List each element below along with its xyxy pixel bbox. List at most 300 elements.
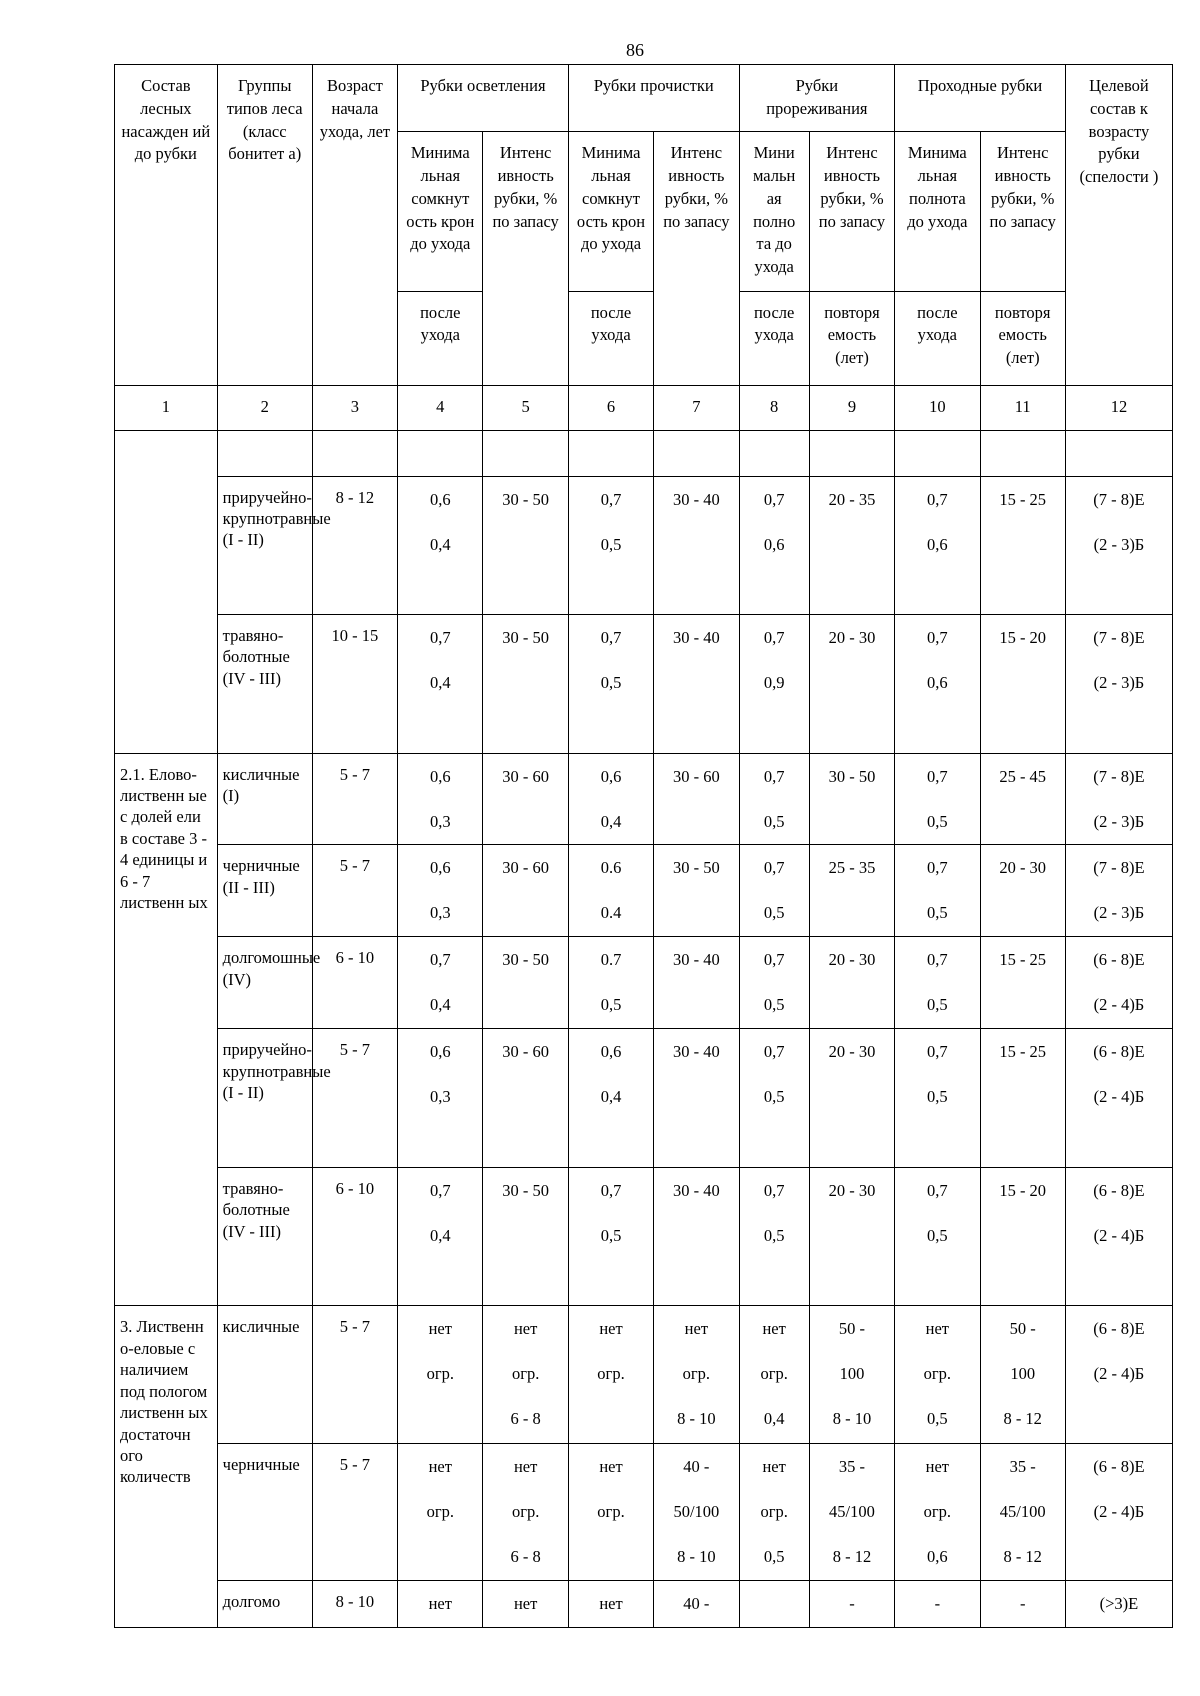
target-composition-cell (1065, 1443, 1172, 1580)
group-label-3: 3. Лиственн о-еловые с наличием под пологом лиственн ых достаточн ого количеств (115, 1306, 218, 1628)
pro-intensity-cell (654, 753, 739, 845)
pro-intensity-cell (654, 615, 739, 753)
cell-value: 0,7 (927, 1042, 948, 1062)
cell-value: 0,7 (600, 1180, 622, 1200)
prh-min-density-cell (895, 1581, 980, 1628)
header-prh-intensity: Интенс ивность рубки, % по запасу (980, 132, 1065, 291)
cell-value: (7 - 8)Е (1093, 766, 1145, 786)
header-pro-after: после ухода (568, 291, 653, 385)
forest-type-cell: черничные (II - III) (217, 845, 312, 937)
pro-intensity-cell (654, 1306, 739, 1443)
header-prh-min-density: Минима льная полнота до ухода (895, 132, 980, 291)
cell-value: 50 - (1009, 1319, 1036, 1339)
cell-value: (7 - 8)Е (1093, 489, 1145, 509)
osv-intensity-cell (483, 476, 568, 614)
column-number: 10 (895, 385, 980, 430)
pro-min-density-cell (568, 1443, 653, 1580)
cell-value: 0,7 (763, 628, 785, 648)
prh-min-density-cell (895, 845, 980, 937)
cell-value: 8 - 12 (1003, 1546, 1042, 1566)
cell-value: 0,6 (429, 766, 451, 786)
table-row (115, 845, 1173, 937)
cell-value: 0,7 (600, 628, 622, 648)
target-composition-cell (1065, 1581, 1172, 1628)
prh-repeat-cell (980, 1306, 1065, 1443)
pro-min-density-cell (568, 845, 653, 937)
cell-value: 0,7 (600, 489, 622, 509)
prr-min-density-cell (739, 753, 809, 845)
start-age-cell: 5 - 7 (312, 753, 397, 845)
cell-value: огр. (682, 1364, 711, 1384)
cell-value: 0,5 (763, 1225, 785, 1245)
prr-min-density-cell (739, 1029, 809, 1167)
cell-value: (6 - 8)Е (1093, 950, 1145, 970)
column-number: 11 (980, 385, 1065, 430)
osv-intensity-cell (483, 845, 568, 937)
cell-value: огр. (597, 1364, 625, 1384)
prr-repeat-cell (809, 476, 894, 614)
cell-value: нет (684, 1319, 709, 1339)
cell-value: 0,4 (429, 673, 451, 693)
forest-type-cell: травяно-болотные (IV - III) (217, 615, 312, 753)
prr-min-density-cell (739, 615, 809, 753)
cell-value: 0,5 (927, 1087, 948, 1107)
cell-value: - (934, 1594, 941, 1614)
prh-min-density-cell (895, 1167, 980, 1305)
cell-value: 0,7 (763, 950, 785, 970)
prh-repeat-cell (980, 1443, 1065, 1580)
cell-value: 0,5 (927, 995, 948, 1015)
cell-value: (6 - 8)Е (1093, 1042, 1145, 1062)
pro-min-density-cell (568, 1581, 653, 1628)
cell-value: 0,6 (927, 673, 948, 693)
cell-value: 0,6 (429, 858, 451, 878)
prr-min-density-cell (739, 845, 809, 937)
column-number: 7 (654, 385, 739, 430)
cell-value: 0,7 (763, 489, 785, 509)
header-osvetlenie: Рубки осветления (398, 65, 569, 132)
cell-value: 8 - 10 (832, 1409, 872, 1429)
cell-value: 15 - 25 (999, 1042, 1047, 1062)
cell-value: 20 - 30 (828, 1042, 876, 1062)
cell-value: нет (428, 1594, 452, 1614)
header-pro-intensity: Интенс ивность рубки, % по запасу (654, 132, 739, 385)
cell-value: 0,5 (763, 995, 785, 1015)
cell-value: 30 - 50 (828, 766, 876, 786)
table-row (115, 476, 1173, 614)
forest-type-cell: долгомо (217, 1581, 312, 1628)
header-prh-repeat: повторя емость (лет) (980, 291, 1065, 385)
cell-value: 30 - 60 (672, 766, 720, 786)
cell-value: 0,9 (763, 673, 785, 693)
cell-value: 30 - 40 (672, 1042, 720, 1062)
cell-value: 45/100 (999, 1501, 1046, 1521)
osv-min-density-cell (398, 1306, 483, 1443)
header-composition: Состав лесных насажден ий до рубки (115, 65, 218, 386)
cell-value: нет (599, 1456, 623, 1476)
pro-intensity-cell (654, 845, 739, 937)
cell-value: 0,4 (429, 534, 451, 554)
cell-value: (7 - 8)Е (1093, 858, 1145, 878)
cell-value: 30 - 50 (502, 489, 550, 509)
prh-repeat-cell (980, 615, 1065, 753)
cell-value: нет (925, 1456, 950, 1476)
cell-value: 40 - (683, 1594, 710, 1614)
prh-repeat-cell (980, 753, 1065, 845)
prr-repeat-cell (809, 1306, 894, 1443)
header-prr-repeat: повторя емость (лет) (809, 291, 894, 385)
cell-value: (2 - 3)Б (1093, 811, 1145, 831)
prr-min-density-cell (739, 1443, 809, 1580)
column-number: 8 (739, 385, 809, 430)
cell-value: огр. (511, 1501, 540, 1521)
header-osv-intensity: Интенс ивность рубки, % по запасу (483, 132, 568, 385)
prh-repeat-cell (980, 1581, 1065, 1628)
cell-value: нет (513, 1594, 538, 1614)
cell-value: 30 - 40 (672, 489, 720, 509)
cell-value: 0,3 (429, 811, 451, 831)
cell-value: 0.4 (600, 903, 622, 923)
prr-min-density-cell (739, 476, 809, 614)
pro-intensity-cell (654, 1029, 739, 1167)
cell-value: 0,6 (927, 1546, 948, 1566)
cell-value: 20 - 30 (828, 950, 876, 970)
osv-min-density-cell (398, 1581, 483, 1628)
cell-value: 20 - 30 (828, 628, 876, 648)
prr-min-density-cell (739, 1306, 809, 1443)
prh-min-density-cell (895, 753, 980, 845)
cell-value: 0,3 (429, 1087, 451, 1107)
cell-value: 30 - 60 (502, 766, 550, 786)
cell-value: 0,6 (927, 534, 948, 554)
cell-value: нет (599, 1594, 623, 1614)
column-number: 12 (1065, 385, 1172, 430)
prr-repeat-cell (809, 615, 894, 753)
pro-intensity-cell (654, 937, 739, 1029)
cell-value: 0,5 (600, 995, 622, 1015)
cell-value: 0,5 (600, 673, 622, 693)
cell-value: (2 - 4)Б (1093, 1225, 1145, 1245)
start-age-cell: 5 - 7 (312, 1029, 397, 1167)
page-number: 86 (626, 40, 644, 60)
cell-value: (2 - 3)Б (1093, 673, 1145, 693)
start-age-cell: 10 - 15 (312, 615, 397, 753)
pro-min-density-cell (568, 1029, 653, 1167)
cell-value: 6 - 8 (510, 1409, 541, 1429)
cell-value: 30 - 50 (502, 628, 550, 648)
cell-value: нет (428, 1319, 452, 1339)
pro-intensity-cell (654, 1581, 739, 1628)
prr-min-density-cell (739, 1581, 809, 1628)
cell-value: 0,4 (763, 1409, 785, 1429)
target-composition-cell (1065, 476, 1172, 614)
osv-min-density-cell (398, 845, 483, 937)
prh-min-density-cell (895, 1029, 980, 1167)
prr-repeat-cell (809, 937, 894, 1029)
cell-value: нет (925, 1319, 950, 1339)
empty-cell (1065, 431, 1172, 476)
cell-value: 8 - 10 (677, 1409, 716, 1429)
cell-value: 30 - 50 (502, 1180, 550, 1200)
pro-intensity-cell (654, 1443, 739, 1580)
header-prr-after: после ухода (739, 291, 809, 385)
prr-repeat-cell (809, 1167, 894, 1305)
cell-value: 0,7 (927, 1180, 948, 1200)
cell-value: 50 - (838, 1319, 866, 1339)
target-composition-cell (1065, 1029, 1172, 1167)
empty-cell (739, 431, 809, 476)
cell-value: 0,7 (927, 950, 948, 970)
cell-value: огр. (511, 1364, 540, 1384)
cell-value: (2 - 4)Б (1093, 995, 1145, 1015)
cell-value: (2 - 3)Б (1093, 534, 1145, 554)
table-row (115, 1029, 1173, 1167)
cell-value: 0.6 (600, 858, 622, 878)
prh-repeat-cell (980, 1029, 1065, 1167)
cell-value: (2 - 4)Б (1093, 1087, 1145, 1107)
cell-value: 8 - 10 (677, 1546, 716, 1566)
osv-min-density-cell (398, 753, 483, 845)
cell-value: нет (428, 1456, 452, 1476)
forest-type-cell: приручейно-крупнотравные (I - II) (217, 1029, 312, 1167)
cell-value: (6 - 8)Е (1093, 1319, 1145, 1339)
cell-value: 50/100 (673, 1501, 720, 1521)
cell-value: 0,4 (600, 811, 622, 831)
cell-value: 0,6 (600, 766, 622, 786)
cell-value: (2 - 4)Б (1093, 1364, 1145, 1384)
table-row (115, 937, 1173, 1029)
cell-value: 30 - 50 (672, 858, 720, 878)
pro-min-density-cell (568, 937, 653, 1029)
table-row (115, 753, 1173, 845)
forest-type-cell: кисличные (217, 1306, 312, 1443)
cell-value: 45/100 (829, 1501, 875, 1521)
cell-value: (7 - 8)Е (1093, 628, 1145, 648)
cell-value: 0,7 (927, 858, 948, 878)
cell-value: 0,5 (763, 903, 785, 923)
osv-intensity-cell (483, 1306, 568, 1443)
cell-value: 0,5 (600, 534, 622, 554)
cell-value: огр. (923, 1501, 952, 1521)
target-composition-cell (1065, 1167, 1172, 1305)
table-row (115, 1306, 1173, 1443)
header-prr-min-density: Мини мальн ая полно та до ухода (739, 132, 809, 291)
cell-value: 0,4 (429, 995, 451, 1015)
prr-repeat-cell (809, 845, 894, 937)
cell-value: (>3)Е (1099, 1594, 1139, 1614)
cell-value: 20 - 35 (828, 489, 876, 509)
cell-value: 0,4 (600, 1087, 622, 1107)
header-prr-intensity: Интенс ивность рубки, % по запасу (809, 132, 894, 291)
prh-repeat-cell (980, 476, 1065, 614)
cell-value: 6 - 8 (510, 1546, 541, 1566)
cell-value: 15 - 25 (999, 950, 1047, 970)
cell-value: огр. (426, 1364, 454, 1384)
osv-intensity-cell (483, 1167, 568, 1305)
prh-repeat-cell (980, 1167, 1065, 1305)
osv-min-density-cell (398, 476, 483, 614)
cell-value: 15 - 20 (999, 1180, 1047, 1200)
cell-value: 0.7 (600, 950, 622, 970)
table-row (115, 1167, 1173, 1305)
cell-value: нет (762, 1319, 786, 1339)
cell-value: 40 - (683, 1456, 710, 1476)
pro-min-density-cell (568, 1167, 653, 1305)
osv-intensity-cell (483, 937, 568, 1029)
cell-value: нет (513, 1319, 538, 1339)
cell-value: 0,5 (763, 1087, 785, 1107)
prh-repeat-cell (980, 937, 1065, 1029)
prr-repeat-cell (809, 753, 894, 845)
header-osv-after: после ухода (398, 291, 483, 385)
prr-min-density-cell (739, 1167, 809, 1305)
cell-value: 35 - (838, 1456, 866, 1476)
cell-value: 0,7 (763, 1180, 785, 1200)
empty-cell (312, 431, 397, 476)
cell-value: 0,5 (927, 811, 948, 831)
cell-value: 0,5 (763, 1546, 785, 1566)
column-number: 4 (398, 385, 483, 430)
empty-cell (217, 431, 312, 476)
cell-value: огр. (760, 1364, 788, 1384)
cell-value (744, 1581, 805, 1626)
cell-value: 30 - 60 (502, 858, 550, 878)
cell-value: 0,3 (429, 903, 451, 923)
cell-value: 30 - 40 (672, 1180, 720, 1200)
cell-value: 0,6 (600, 1042, 622, 1062)
prh-min-density-cell (895, 937, 980, 1029)
group-label-2-1: 2.1. Елово-лиственн ые с долей ели в составе 3 - 4 единицы и 6 - 7 лиственн ых (115, 753, 218, 1306)
cell-value: 8 - 12 (1003, 1409, 1042, 1429)
cell-value: 0,7 (927, 766, 948, 786)
empty-cell (483, 431, 568, 476)
pro-intensity-cell (654, 476, 739, 614)
prh-min-density-cell (895, 1443, 980, 1580)
cell-value: - (1019, 1594, 1026, 1614)
pro-intensity-cell (654, 1167, 739, 1305)
target-composition-cell (1065, 753, 1172, 845)
osv-intensity-cell (483, 1581, 568, 1628)
cell-value: 35 - (1009, 1456, 1036, 1476)
cell-value: (6 - 8)Е (1093, 1456, 1145, 1476)
cell-value: 25 - 45 (999, 766, 1047, 786)
osv-intensity-cell (483, 615, 568, 753)
forest-type-cell: долгомошные (IV) (217, 937, 312, 1029)
header-start-age: Возраст начала ухода, лет (312, 65, 397, 386)
cell-value: 0,5 (927, 903, 948, 923)
header-prh-after: после ухода (895, 291, 980, 385)
column-number: 5 (483, 385, 568, 430)
prr-min-density-cell (739, 937, 809, 1029)
cell-value: 0,7 (429, 950, 451, 970)
cell-value: (6 - 8)Е (1093, 1180, 1145, 1200)
cell-value: огр. (597, 1501, 625, 1521)
column-number: 1 (115, 385, 218, 430)
pro-min-density-cell (568, 753, 653, 845)
cell-value: 30 - 60 (502, 1042, 550, 1062)
target-composition-cell (1065, 615, 1172, 753)
empty-cell (654, 431, 739, 476)
osv-intensity-cell (483, 1029, 568, 1167)
cell-value: 30 - 40 (672, 628, 720, 648)
start-age-cell: 6 - 10 (312, 1167, 397, 1305)
start-age-cell: 5 - 7 (312, 845, 397, 937)
empty-cell (398, 431, 483, 476)
cell-value: 0,5 (600, 1225, 622, 1245)
cell-value: 0,6 (429, 1042, 451, 1062)
target-composition-cell (1065, 845, 1172, 937)
cell-value: 0,6 (763, 534, 785, 554)
prr-repeat-cell (809, 1029, 894, 1167)
pro-min-density-cell (568, 1306, 653, 1443)
osv-min-density-cell (398, 1167, 483, 1305)
prh-min-density-cell (895, 1306, 980, 1443)
target-composition-cell (1065, 937, 1172, 1029)
pro-min-density-cell (568, 476, 653, 614)
cell-value: 25 - 35 (828, 858, 876, 878)
cell-value: 0,7 (763, 766, 785, 786)
prh-repeat-cell (980, 845, 1065, 937)
start-age-cell: 8 - 10 (312, 1581, 397, 1628)
cell-value: 0,7 (763, 1042, 785, 1062)
cell-value: 15 - 20 (999, 628, 1047, 648)
cell-value: 0,5 (763, 811, 785, 831)
cell-value: 0,7 (429, 628, 451, 648)
cell-value: нет (513, 1456, 538, 1476)
cell-value: 8 - 12 (832, 1546, 872, 1566)
target-composition-cell (1065, 1306, 1172, 1443)
forest-type-cell: черничные (217, 1443, 312, 1580)
header-pro-min-density: Минима льная сомкнут ость крон до ухода (568, 132, 653, 291)
prh-min-density-cell (895, 476, 980, 614)
prr-repeat-cell (809, 1581, 894, 1628)
table-row (115, 1581, 1173, 1628)
forest-type-cell: приручейно-крупнотравные (I - II) (217, 476, 312, 614)
cell-value: 15 - 25 (999, 489, 1047, 509)
osv-intensity-cell (483, 753, 568, 845)
cell-value: 0,5 (927, 1409, 948, 1429)
forest-type-cell: кисличные (I) (217, 753, 312, 845)
cell-value: (2 - 3)Б (1093, 903, 1145, 923)
cell-value: огр. (923, 1364, 952, 1384)
empty-cell (568, 431, 653, 476)
cell-value: 0,5 (927, 1225, 948, 1245)
cell-value: 20 - 30 (999, 858, 1047, 878)
header-forest-type: Группы типов леса (класс бонитет а) (217, 65, 312, 386)
header-prorezhivanie: Рубки прореживания (739, 65, 895, 132)
cell-value: 0,7 (927, 628, 948, 648)
cell-value: 0,6 (429, 489, 451, 509)
osv-min-density-cell (398, 615, 483, 753)
column-number: 3 (312, 385, 397, 430)
start-age-cell: 8 - 12 (312, 476, 397, 614)
cell-value: 20 - 30 (828, 1180, 876, 1200)
column-number: 9 (809, 385, 894, 430)
group-cell-continued (115, 431, 218, 753)
cell-value: 30 - 50 (502, 950, 550, 970)
cell-value: 0,7 (927, 489, 948, 509)
osv-min-density-cell (398, 1443, 483, 1580)
cell-value: 0,7 (429, 1180, 451, 1200)
start-age-cell: 5 - 7 (312, 1306, 397, 1443)
osv-intensity-cell (483, 1443, 568, 1580)
table-row (115, 1443, 1173, 1580)
start-age-cell: 6 - 10 (312, 937, 397, 1029)
cell-value: (2 - 4)Б (1093, 1501, 1145, 1521)
forest-type-cell: травяно-болотные (IV - III) (217, 1167, 312, 1305)
cell-value: 30 - 40 (672, 950, 720, 970)
cell-value: 100 (839, 1364, 865, 1384)
